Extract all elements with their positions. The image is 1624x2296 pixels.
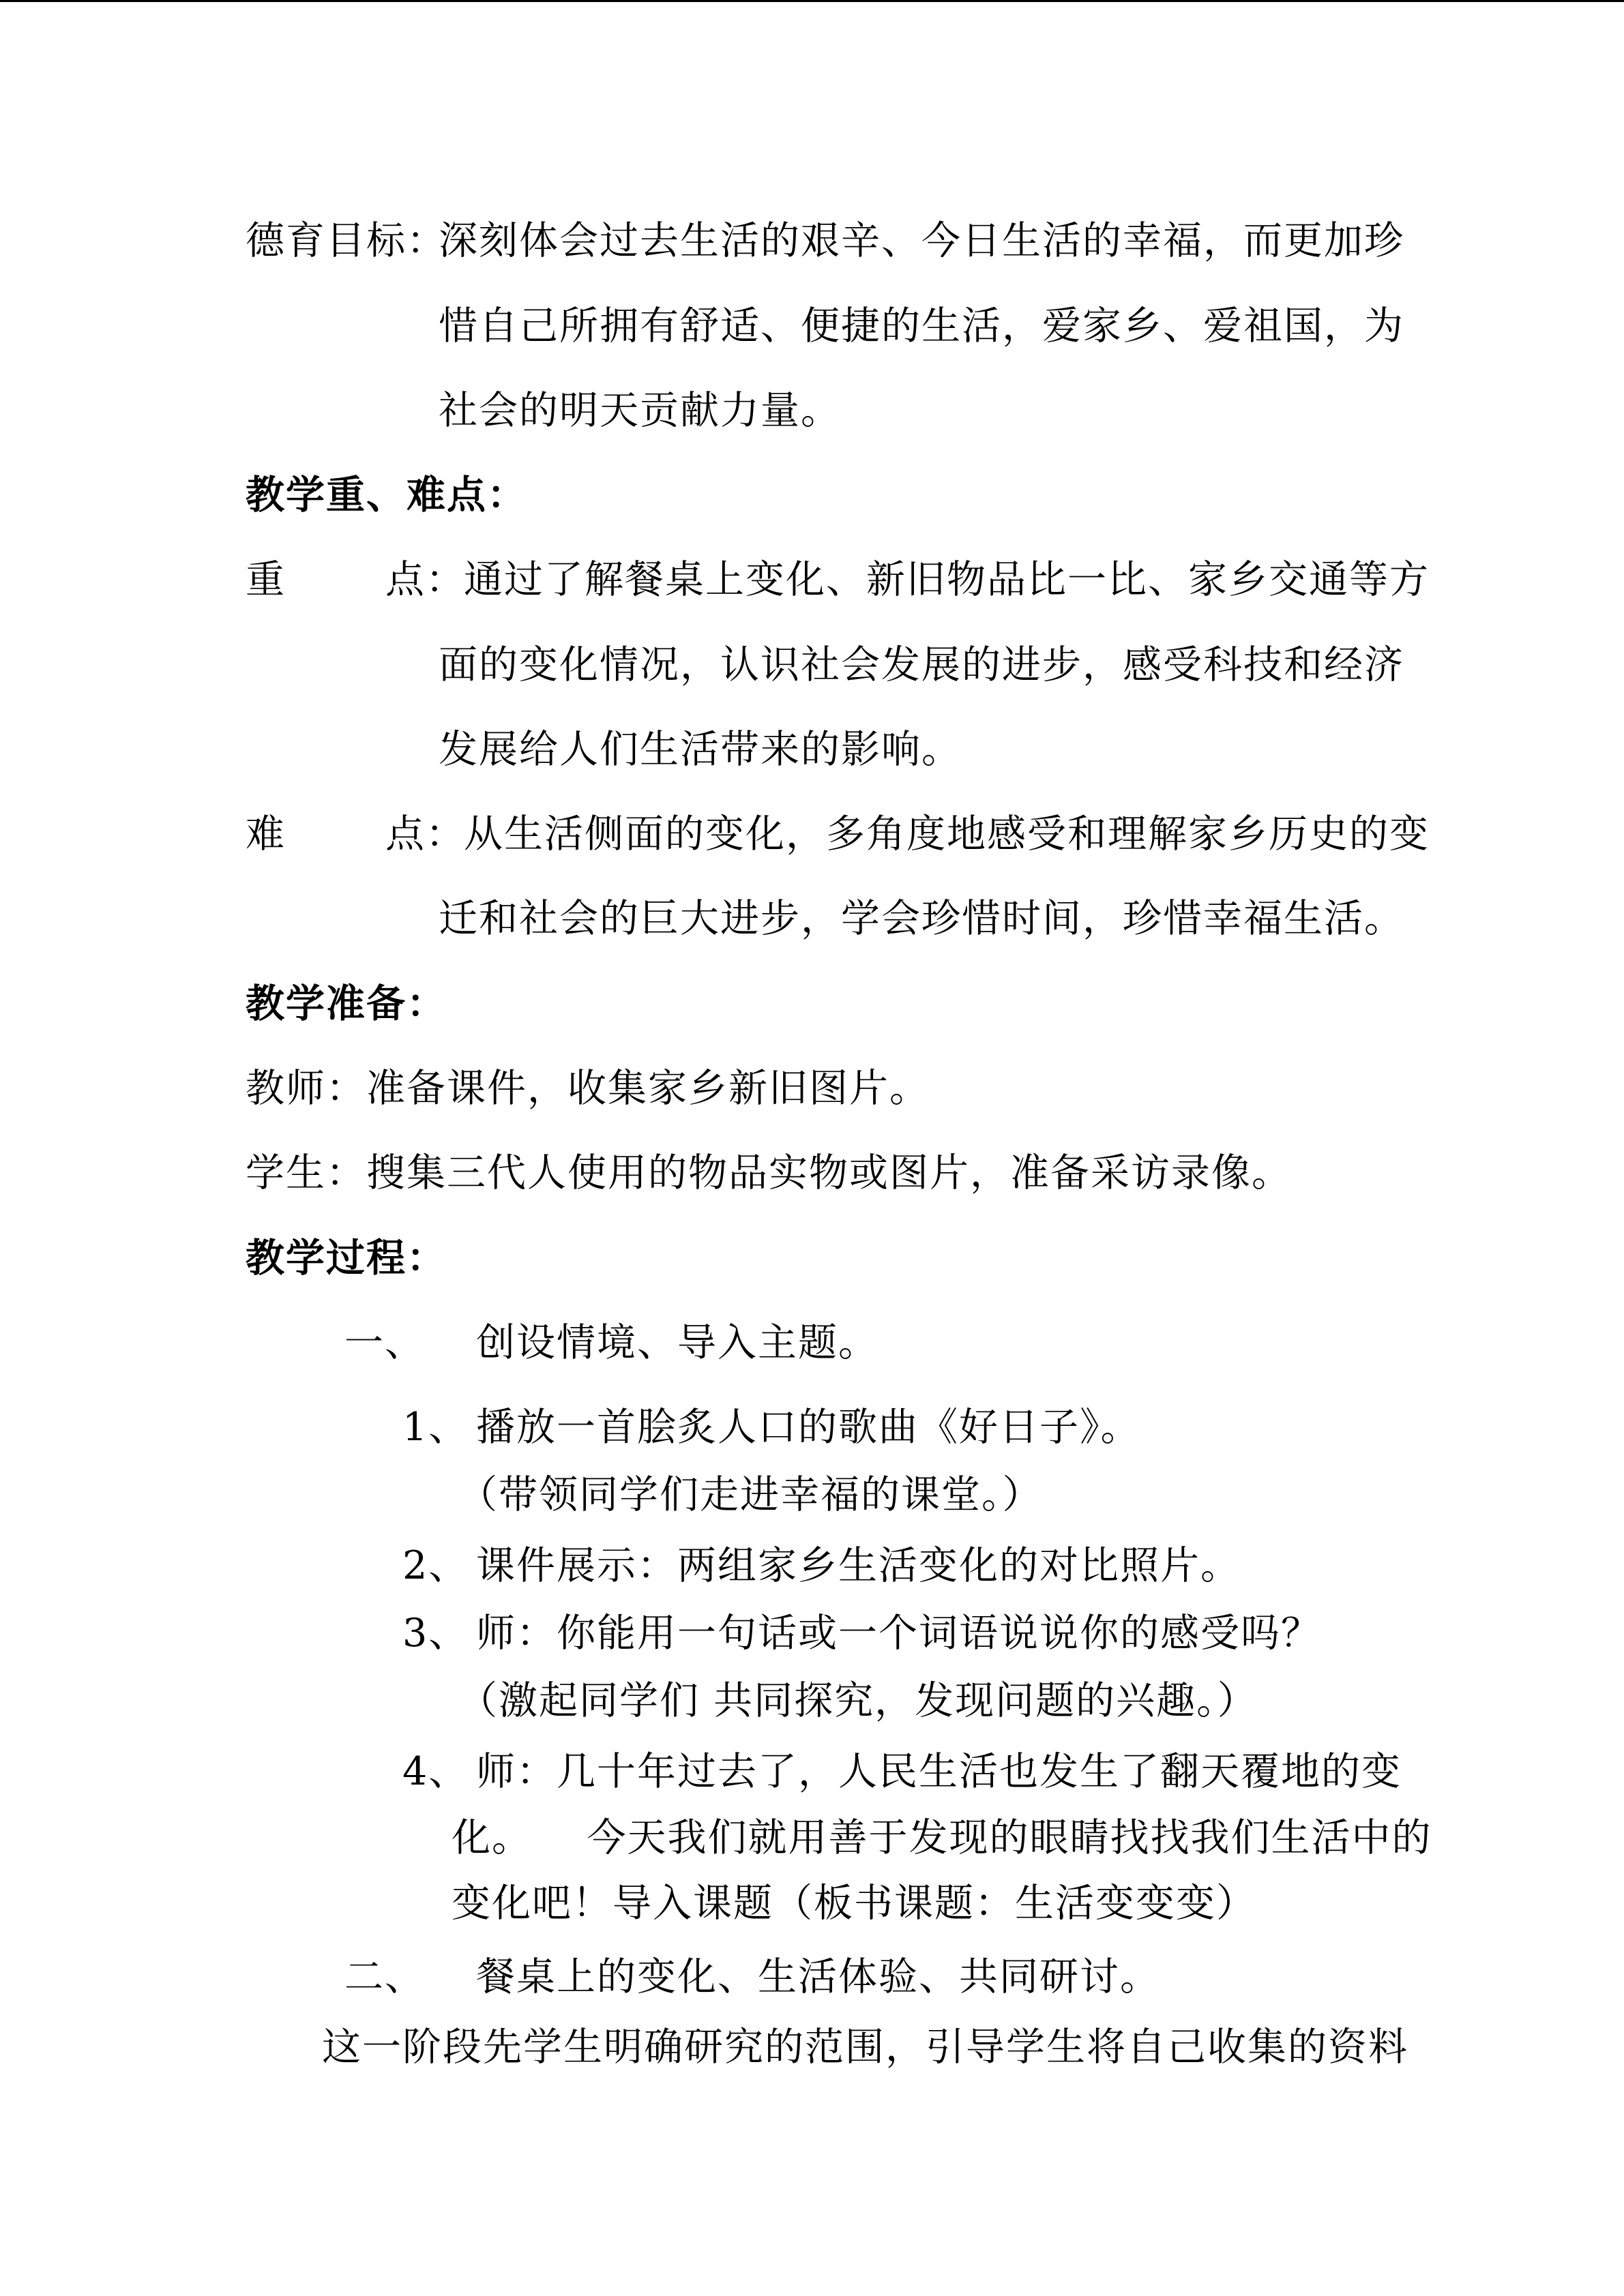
item-1-number: 1、 xyxy=(402,1405,469,1450)
section-2-title: 餐桌上的变化、生活体验、共同研讨。 xyxy=(476,1954,1160,1999)
preparation-student: 学生：搜集三代人使用的物品实物或图片，准备采访录像。 xyxy=(246,1150,1292,1195)
moral-goal-line-3: 社会的明天贡献力量。 xyxy=(439,388,841,433)
moral-goal-line-2: 惜自己所拥有舒适、便捷的生活，爱家乡、爱祖国，为 xyxy=(439,303,1404,348)
difficulty-line-2: 迁和社会的巨大进步，学会珍惜时间，珍惜幸福生活。 xyxy=(439,896,1404,941)
item-3-text: 师：你能用一句话或一个词语说说你的感受吗？ xyxy=(476,1611,1321,1656)
item-4-continuation-1: 化。 今天我们就用善于发现的眼睛找找我们生活中的 xyxy=(452,1815,1432,1860)
key-line-1: 通过了解餐桌上变化、新旧物品比一比、家乡交通等方 xyxy=(464,557,1430,602)
key-line-3: 发展给人们生活带来的影响。 xyxy=(439,727,962,772)
item-4-continuation-2: 变化吧！导入课题（板书课题：生活变变变） xyxy=(452,1881,1256,1926)
item-3-number: 3、 xyxy=(402,1611,469,1656)
key-label-b: 点： xyxy=(385,557,466,602)
item-4-number: 4、 xyxy=(402,1749,469,1794)
key-line-2: 面的变化情况，认识社会发展的进步，感受科技和经济 xyxy=(439,642,1404,687)
item-1-text: 播放一首脍炙人口的歌曲《好日子》。 xyxy=(476,1405,1141,1450)
preparation-heading: 教学准备： xyxy=(246,981,447,1026)
difficulty-label-b: 点： xyxy=(385,811,466,856)
section-1-number: 一、 xyxy=(344,1320,425,1365)
preparation-teacher: 教师：准备课件，收集家乡新旧图片。 xyxy=(246,1066,930,1111)
key-label-a: 重 xyxy=(246,557,286,602)
moral-goal-line-1: 深刻体会过去生活的艰辛、今日生活的幸福，而更加珍 xyxy=(439,218,1404,263)
difficulty-line-1: 从生活侧面的变化，多角度地感受和理解家乡历史的变 xyxy=(464,811,1430,856)
item-2-number: 2、 xyxy=(402,1543,469,1588)
process-heading: 教学过程： xyxy=(246,1235,447,1281)
difficulty-label-a: 难 xyxy=(246,811,286,856)
key-points-heading: 教学重、难点： xyxy=(246,472,527,518)
moral-goal-label: 德育目标： xyxy=(246,218,447,263)
item-3-note: （激起同学们 共同探究，发现问题的兴趣。） xyxy=(458,1678,1258,1723)
section-2-number: 二、 xyxy=(344,1954,425,1999)
item-2-text: 课件展示：两组家乡生活变化的对比照片。 xyxy=(476,1543,1241,1588)
item-1-note: （带领同学们走进幸福的课堂。） xyxy=(458,1472,1043,1517)
item-4-text: 师：几十年过去了，人民生活也发生了翻天覆地的变 xyxy=(476,1749,1402,1794)
section-2-paragraph: 这一阶段先学生明确研究的范围，引导学生将自己收集的资料 xyxy=(322,2025,1408,2070)
section-1-title: 创设情境、导入主题。 xyxy=(476,1320,879,1365)
